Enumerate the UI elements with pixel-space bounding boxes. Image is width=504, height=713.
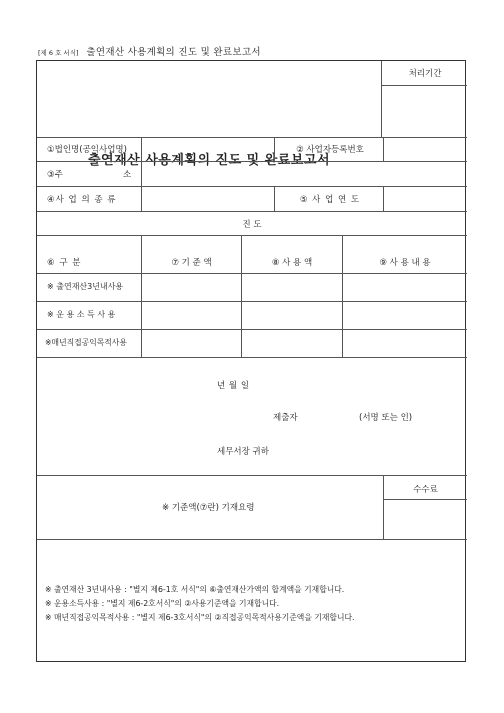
divider: [381, 85, 467, 86]
divider: [37, 273, 467, 274]
divider: [37, 301, 467, 302]
date-line: 년 월 일: [217, 381, 250, 391]
corp-name-value: [142, 138, 273, 161]
notes: [45, 583, 354, 625]
divider: [37, 329, 467, 330]
submitter-label: 제출자: [273, 413, 298, 423]
divider: [274, 186, 275, 211]
col-header-base-amount: ⑦ 기 준 액: [171, 258, 212, 268]
biz-reg-no-value: [384, 138, 466, 161]
processing-period-label: 처리기간: [408, 69, 442, 79]
corp-name-label: ①법인명(공익사업명): [47, 145, 127, 155]
divider: [383, 186, 384, 211]
divider: [274, 137, 275, 161]
table-row-label: ※매년직접공익목적사용: [45, 338, 127, 347]
divider: [241, 235, 242, 357]
biz-reg-no-label: ② 사업자등록번호: [296, 145, 364, 155]
note-item: ※ 출연재산 3년내사용 : "별지 제6-1호 서식"의 ⑥출연재산가액의 합계액을 기재합니다.: [45, 585, 345, 594]
note-item: ※ 매년직접공익목적사용 : "별지 제6-3호서식"의 ②직접공익목적사용기준액을 기재합니다.: [45, 613, 355, 622]
report-form: [36, 60, 466, 662]
sign-note: (서명 또는 인): [359, 413, 413, 423]
progress-header: 진 도: [242, 220, 262, 230]
form-header-title: 출연재산 사용계획의 진도 및 완료보고서: [86, 47, 261, 58]
divider: [381, 61, 382, 137]
divider: [141, 235, 142, 357]
form-header: [38, 44, 261, 58]
divider: [37, 235, 467, 236]
col-header-category: ⑥ 구 분: [47, 258, 82, 268]
divider: [37, 186, 467, 187]
biz-type-label: ④사 업 의 종 류: [47, 195, 117, 205]
divider: [37, 539, 467, 540]
addressee: 세무서장 귀하: [217, 447, 269, 457]
instruction-heading: ※ 기준액(⑦란) 기재요령: [162, 503, 255, 513]
form-number: [제 6 호 서식]: [38, 49, 79, 57]
divider: [37, 357, 467, 358]
table-row-label: ※ 운 용 소 득 사 용: [47, 310, 116, 319]
divider: [383, 499, 467, 500]
address-value: [142, 162, 466, 186]
address-label: ③주: [47, 170, 63, 180]
table-row-label: ※ 출연재산3년내사용: [47, 282, 124, 291]
document-title: 출연재산 사용계획의 진도 및 완료보고서: [87, 153, 331, 168]
col-header-used-amount: ⑧ 사 용 액: [271, 258, 313, 268]
biz-year-label: ⑤ 사 업 연 도: [299, 195, 361, 205]
divider: [37, 475, 467, 476]
divider: [342, 235, 343, 357]
note-item: ※ 운용소득사용 : "별지 제6-2호서식"의 ②사용기준액을 기재합니다.: [45, 599, 280, 608]
address-label-suffix: 소: [123, 170, 132, 180]
fee-label: 수수료: [413, 485, 438, 495]
col-header-usage-details: ⑨ 사 용 내 용: [379, 258, 431, 268]
divider: [37, 211, 467, 212]
